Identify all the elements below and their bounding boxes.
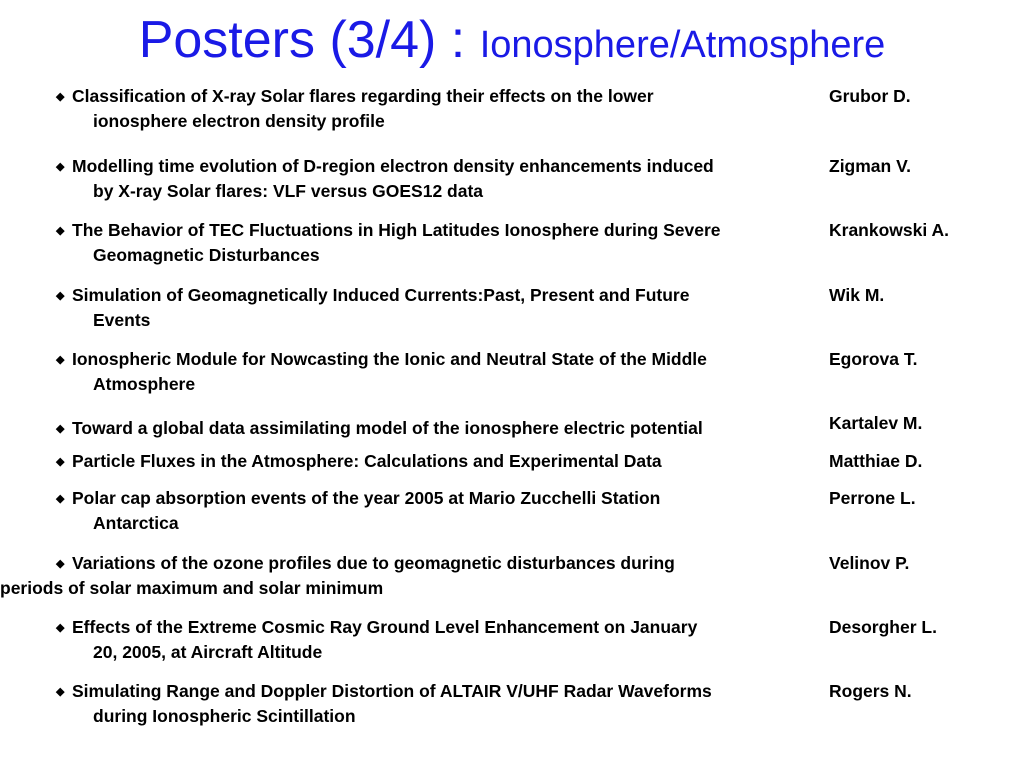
poster-title-line2: Geomagnetic Disturbances — [93, 245, 320, 265]
diamond-bullet-icon: ◆ — [56, 622, 65, 634]
poster-author: Perrone L. — [829, 488, 916, 508]
title-subtitle: Ionosphere/Atmosphere — [479, 24, 886, 66]
poster-title — [56, 679, 816, 728]
poster-title-line2: by X-ray Solar flares: VLF versus GOES12 data — [93, 181, 484, 201]
poster-author: Rogers N. — [829, 681, 912, 701]
poster-title — [56, 84, 816, 133]
poster-title-line1: Modelling time evolution of D-region electron density enhancements induced — [72, 156, 714, 176]
poster-author: Desorgher L. — [829, 617, 937, 637]
poster-author: Kartalev M. — [829, 413, 923, 433]
diamond-bullet-icon: ◆ — [56, 290, 65, 302]
poster-title — [56, 283, 816, 332]
poster-title-line2: during Ionospheric Scintillation — [93, 706, 356, 726]
poster-title-line1: Classification of X-ray Solar flares regarding their effects on the lower — [72, 86, 654, 106]
poster-title-line2: 20, 2005, at Aircraft Altitude — [93, 642, 323, 662]
poster-title-line2: ionosphere electron density profile — [93, 111, 385, 131]
poster-author: Krankowski A. — [829, 220, 949, 240]
poster-title — [56, 154, 816, 203]
poster-title-line1: Polar cap absorption events of the year 2005 at Mario Zucchelli Station — [72, 488, 661, 508]
poster-author: Grubor D. — [829, 86, 911, 106]
poster-title-line2: Events — [93, 310, 151, 330]
poster-title-line2: Antarctica — [93, 513, 179, 533]
poster-title-line1: Ionospheric Module for Nowcasting the Ionic and Neutral State of the Middle — [72, 349, 707, 369]
poster-title-line1: The Behavior of TEC Fluctuations in High Latitudes Ionosphere during Severe — [72, 220, 721, 240]
poster-title-line2: periods of solar maximum and solar minimum — [0, 578, 384, 598]
poster-title — [56, 615, 816, 664]
diamond-bullet-icon: ◆ — [56, 225, 65, 237]
poster-author: Wik M. — [829, 285, 885, 305]
poster-title-line2: Atmosphere — [93, 374, 196, 394]
poster-title-line1: Particle Fluxes in the Atmosphere: Calculations and Experimental Data — [72, 451, 662, 471]
diamond-bullet-icon: ◆ — [56, 354, 65, 366]
poster-title-line1: Variations of the ozone profiles due to geomagnetic disturbances during — [72, 553, 675, 573]
poster-title-line1: Toward a global data assimilating model of the ionosphere electric potential — [72, 418, 703, 438]
poster-author: Egorova T. — [829, 349, 918, 369]
title-main: Posters (3/4) : — [138, 11, 480, 69]
diamond-bullet-icon: ◆ — [56, 493, 65, 505]
diamond-bullet-icon: ◆ — [56, 558, 65, 570]
poster-author: Zigman V. — [829, 156, 912, 176]
diamond-bullet-icon: ◆ — [56, 91, 65, 103]
poster-author: Matthiae D. — [829, 451, 923, 471]
poster-title-line1: Simulation of Geomagnetically Induced Currents:Past, Present and Future — [72, 285, 690, 305]
diamond-bullet-icon: ◆ — [56, 686, 65, 698]
poster-title — [0, 551, 816, 600]
poster-title — [56, 218, 816, 267]
diamond-bullet-icon: ◆ — [56, 456, 65, 468]
poster-title — [56, 416, 816, 441]
poster-title — [56, 347, 816, 396]
poster-title-line1: Simulating Range and Doppler Distortion of ALTAIR V/UHF Radar Waveforms — [72, 681, 712, 701]
poster-title-line1: Effects of the Extreme Cosmic Ray Ground Level Enhancement on January — [72, 617, 698, 637]
diamond-bullet-icon: ◆ — [56, 423, 65, 435]
poster-author: Velinov P. — [829, 553, 910, 573]
poster-title — [56, 486, 816, 535]
diamond-bullet-icon: ◆ — [56, 161, 65, 173]
poster-title — [56, 449, 816, 474]
